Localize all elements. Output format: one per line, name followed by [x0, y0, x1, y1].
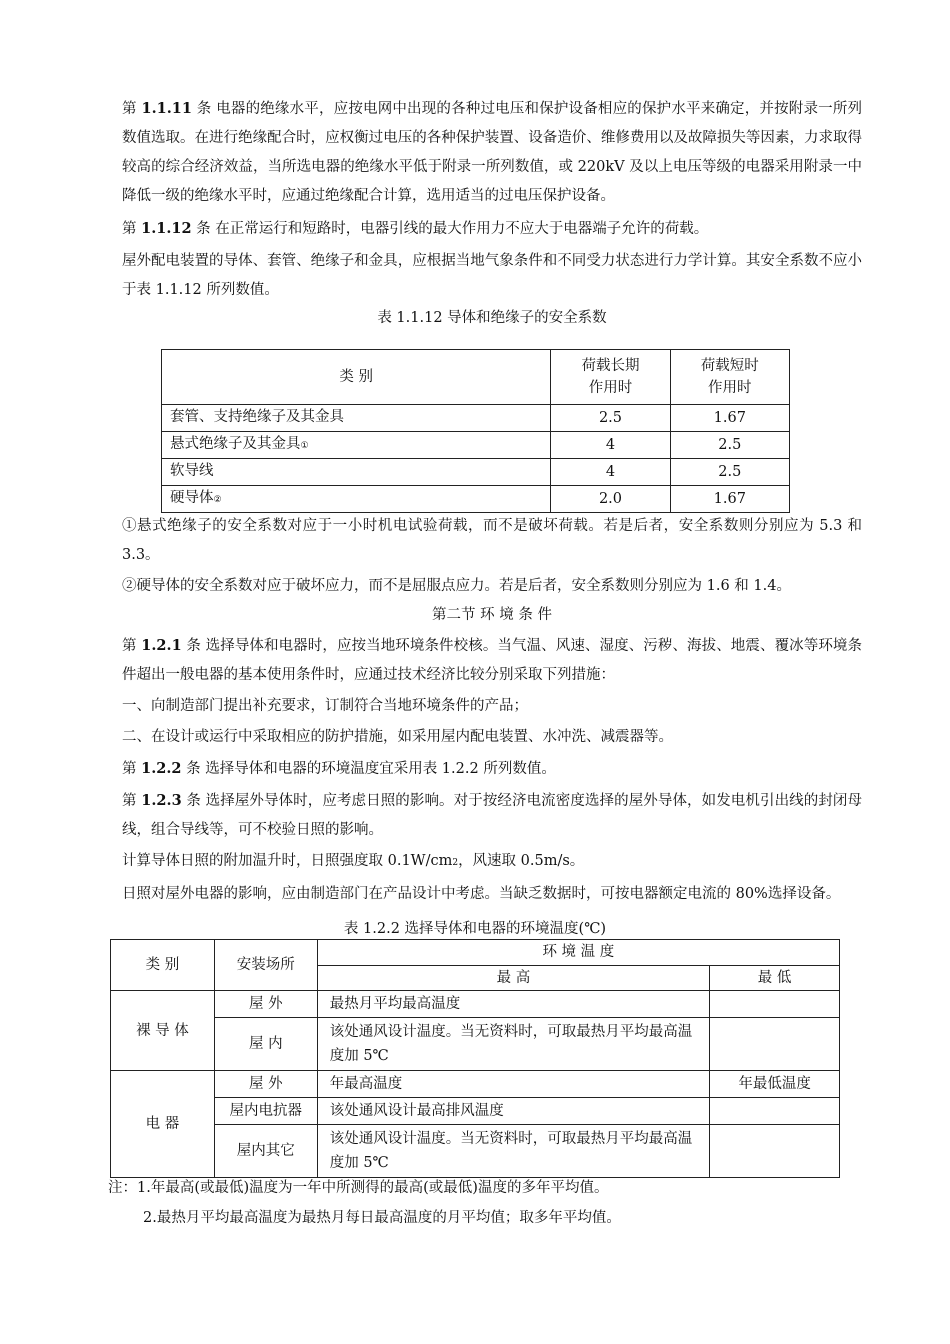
sunlight-equipment: 日照对屋外电器的影响，应由制造部门在产品设计中考虑。当缺乏数据时，可按电器额定电流的 80%选择设备。 — [122, 886, 841, 902]
row-short: 2.5 — [670, 459, 789, 486]
clause-prefix: 第 — [122, 221, 142, 237]
table1-caption: 表 1.1.12 导体和绝缘子的安全系数 — [377, 310, 607, 326]
row-place: 屋内其它 — [214, 1125, 317, 1178]
sunlight-calc — [122, 847, 862, 878]
row-min — [710, 1018, 840, 1071]
clause-number: 1.2.3 — [141, 792, 182, 809]
header-category: 类 别 — [111, 940, 215, 991]
sunlight-calc-b: ，风速取 0.5m/s。 — [458, 853, 585, 869]
measure-one: 一、向制造部门提出补充要求，订制符合当地环境条件的产品； — [122, 698, 528, 714]
clause-1-2-3 — [122, 786, 862, 845]
row-place: 屋 外 — [214, 1071, 317, 1098]
row-long: 4 — [551, 432, 670, 459]
row-max: 年最高温度 — [317, 1071, 709, 1098]
row-place: 屋 外 — [214, 991, 317, 1018]
header-short-term-line2: 作用时 — [708, 380, 752, 396]
row-name — [162, 459, 551, 486]
clause-text: 条 选择屋外导体时，应考虑日照的影响。对于按经济电流密度选择的屋外导体，如发电机引出线的封闭母线，组合导线等，可不校验日照的影响。 — [122, 793, 863, 838]
body-text-top — [122, 94, 862, 329]
clause-prefix: 第 — [122, 638, 142, 654]
measure-two: 二、在设计或运行中采取相应的防护措施，如采用屋内配电装置、水冲洗、减震器等。 — [122, 729, 673, 745]
table-note-2: 2.最热月平均最高温度为最热月每日最高温度的月平均值；取多年平均值。 — [143, 1210, 621, 1226]
ambient-temperature-table — [110, 939, 840, 1178]
row-name-text: 软导线 — [170, 463, 214, 479]
table-row — [111, 1018, 840, 1071]
table-row — [111, 1098, 840, 1125]
row-long: 2.0 — [551, 486, 670, 513]
group-electrical: 电 器 — [111, 1071, 215, 1178]
table-row — [111, 991, 840, 1018]
row-max: 最热月平均最高温度 — [317, 991, 709, 1018]
row-name — [162, 405, 551, 432]
row-max: 该处通风设计温度。当无资料时，可取最热月平均最高温度加 5℃ — [317, 1018, 709, 1071]
clause-1-2-2 — [122, 754, 862, 784]
row-max: 该处通风设计温度。当无资料时，可取最热月平均最高温度加 5℃ — [317, 1125, 709, 1178]
safety-factor-table — [161, 349, 790, 513]
footnote-mark: ① — [300, 441, 309, 451]
table-note-1: 注：1.年最高(或最低)温度为一年中所测得的最高(或最低)温度的多年平均值。 — [108, 1180, 609, 1196]
table-row — [162, 459, 790, 486]
row-short: 1.67 — [670, 405, 789, 432]
row-min — [710, 1098, 840, 1125]
table-row — [162, 486, 790, 513]
header-env-temp: 环 境 温 度 — [317, 940, 839, 966]
row-place: 屋内电抗器 — [214, 1098, 317, 1125]
table-row — [111, 1071, 840, 1098]
header-long-term-line1: 荷载长期 — [581, 358, 640, 374]
clause-1-1-12 — [122, 214, 862, 244]
row-min — [710, 991, 840, 1018]
clause-prefix: 第 — [122, 761, 142, 777]
clause-number: 1.1.12 — [141, 220, 192, 237]
row-min: 年最低温度 — [710, 1071, 840, 1098]
clause-prefix: 第 — [122, 793, 142, 809]
table-row — [162, 405, 790, 432]
clause-text: 条 电器的绝缘水平，应按电网中出现的各种过电压和保护设备相应的保护水平来确定，并按附录一所列数值选取。在进行绝缘配合时，应权衡过电压的各种保护装置、设备造价、维修费用以及故障损失等因素，力求取得较高的综合经济效益，当所选电器的绝缘水平低于附录一所列数值，或 220kV 及以上电压等级的电器采用附录一中降低一级的绝缘水平时，应通过绝缘配合计算，选用适当的过电压保护设备。 — [122, 101, 863, 204]
footnote-2: ②硬导体的安全系数对应于破坏应力，而不是屈服点应力。若是后者，安全系数则分别应为 1.6 和 1.4。 — [122, 578, 791, 594]
header-long-term — [551, 350, 670, 405]
header-max: 最 高 — [317, 965, 709, 991]
row-place: 屋 内 — [214, 1018, 317, 1071]
row-name-text: 硬导体 — [170, 490, 214, 506]
header-place: 安装场所 — [214, 940, 317, 991]
body-text-middle — [122, 512, 862, 909]
row-name-text: 套管、支持绝缘子及其金具 — [170, 409, 344, 425]
row-max: 该处通风设计最高排风温度 — [317, 1098, 709, 1125]
clause-prefix: 第 — [122, 101, 142, 117]
header-short-term — [670, 350, 789, 405]
header-long-term-line2: 作用时 — [588, 380, 633, 396]
clause-1-2-1 — [122, 631, 862, 690]
footnote-1: ①悬式绝缘子的安全系数对应于一小时机电试验荷载，而不是破坏荷载。若是后者，安全系数则分别应为 5.3 和 3.3。 — [122, 518, 862, 563]
row-min — [710, 1125, 840, 1178]
row-short: 2.5 — [670, 432, 789, 459]
table-row — [162, 432, 790, 459]
table-header-row — [111, 940, 840, 966]
row-name — [162, 432, 551, 459]
table2-caption: 表 1.2.2 选择导体和电器的环境温度(℃) — [343, 921, 607, 937]
clause-text: 条 在正常运行和短路时，电器引线的最大作用力不应大于电器端子允许的荷载。 — [191, 221, 709, 237]
footnote-mark: ② — [213, 495, 222, 505]
clause-number: 1.2.1 — [141, 637, 182, 654]
header-min: 最 低 — [710, 965, 840, 991]
clause-number: 1.2.2 — [141, 760, 182, 777]
table-header-row — [162, 350, 790, 405]
clause-number: 1.1.11 — [141, 100, 192, 117]
row-name — [162, 486, 551, 513]
header-category: 类 别 — [162, 350, 551, 405]
clause-text: 条 选择导体和电器的环境温度宜采用表 1.2.2 所列数值。 — [181, 761, 556, 777]
section-title: 第二节 环 境 条 件 — [432, 607, 552, 623]
row-short: 1.67 — [670, 486, 789, 513]
paragraph-outdoor-conductors: 屋外配电装置的导体、套管、绝缘子和金具，应根据当地气象条件和不同受力状态进行力学计算。其安全系数不应小于表 1.1.12 所列数值。 — [122, 253, 862, 298]
sunlight-calc-sub: 2 — [452, 858, 459, 868]
sunlight-calc-a: 计算导体日照的附加温升时，日照强度取 0.1W/cm — [122, 853, 453, 869]
row-name-text: 悬式绝缘子及其金具 — [170, 436, 301, 452]
clause-text: 条 选择导体和电器时，应按当地环境条件校核。当气温、风速、湿度、污秽、海拔、地震、覆冰等环境条件超出一般电器的基本使用条件时，应通过技术经济比较分别采取下列措施： — [122, 638, 863, 683]
group-bare-conductor: 裸 导 体 — [111, 991, 215, 1071]
row-long: 4 — [551, 459, 670, 486]
header-short-term-line1: 荷载短时 — [700, 358, 759, 374]
table-row — [111, 1125, 840, 1178]
row-long: 2.5 — [551, 405, 670, 432]
clause-1-1-11 — [122, 94, 862, 211]
